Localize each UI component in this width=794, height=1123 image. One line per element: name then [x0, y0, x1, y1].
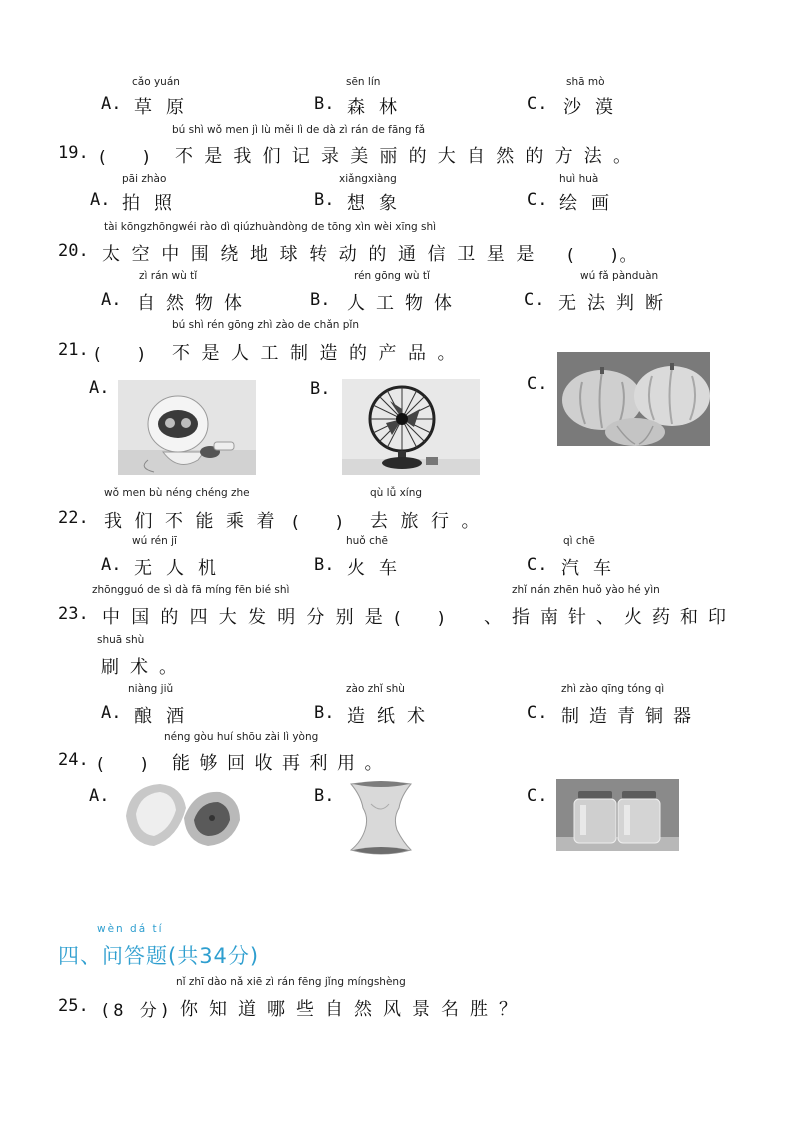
q19-option-c-pinyin: huì huà — [559, 173, 599, 185]
q18-option-c-text: 沙漠 — [563, 97, 627, 118]
section4-pinyin: wèn dá tí — [97, 923, 164, 935]
electric-fan-image[interactable] — [342, 379, 480, 475]
q22-text-before: 我们不能乘着 — [104, 511, 287, 532]
q18-option-c-pinyin: shā mò — [566, 76, 605, 88]
q24-answer-blank[interactable]: ( ) — [95, 755, 150, 775]
robot-toy-image[interactable] — [118, 380, 256, 475]
q18-option-b-letter[interactable]: B. — [314, 94, 335, 114]
q20-option-a-pinyin: zì rán wù tǐ — [139, 270, 198, 282]
glass-jars-image[interactable] — [556, 779, 679, 851]
q23-text-line2: 刷术。 — [101, 657, 188, 678]
q23-text-after: 、指南针、火药和印 — [484, 607, 736, 628]
q20-option-a-text: 自然物体 — [137, 293, 253, 314]
q19-option-b-letter[interactable]: B. — [314, 190, 335, 210]
q21-option-c-letter[interactable]: C. — [527, 374, 548, 394]
q23-option-b-letter[interactable]: B. — [314, 703, 335, 723]
q19-option-b-text: 想象 — [347, 193, 411, 214]
q24-text: 能够回收再利用。 — [172, 753, 392, 774]
q23-answer-blank[interactable]: ( ) — [392, 609, 447, 629]
q19-option-b-pinyin: xiǎngxiàng — [339, 173, 397, 185]
q25-number: 25. — [58, 996, 89, 1016]
q23-text-before: 中国的四大发明分别是 — [102, 607, 394, 628]
q18-option-a-text: 草原 — [134, 97, 198, 118]
q22-option-c-letter[interactable]: C. — [527, 555, 548, 575]
q24-option-c-letter[interactable]: C. — [527, 786, 548, 806]
q23-option-b-pinyin: zào zhǐ shù — [346, 683, 405, 695]
q22-option-a-letter[interactable]: A. — [101, 555, 122, 575]
q23-pinyin-left: zhōngguó de sì dà fā míng fēn bié shì — [92, 584, 290, 596]
q22-text-after: 去旅行。 — [370, 511, 492, 532]
q20-option-b-pinyin: rén gōng wù tǐ — [354, 270, 430, 282]
q19-option-a-pinyin: pāi zhào — [122, 173, 167, 185]
q23-option-a-pinyin: niàng jiǔ — [128, 683, 174, 695]
q19-option-a-text: 拍照 — [122, 193, 186, 214]
q18-option-c-letter[interactable]: C. — [527, 94, 548, 114]
q20-text: 太空中围绕地球转动的通信卫星是 — [102, 244, 546, 265]
q19-answer-blank[interactable]: ( ) — [97, 148, 152, 168]
q22-option-c-pinyin: qì chē — [563, 535, 595, 547]
q20-option-c-pinyin: wú fǎ pànduàn — [580, 270, 659, 282]
q22-option-b-text: 火车 — [347, 558, 411, 579]
q20-pinyin: tài kōngzhōngwéi rào dì qiúzhuàndòng de tōng xìn wèi xīng shì — [104, 221, 437, 233]
q22-option-a-text: 无人机 — [134, 558, 230, 579]
section4-title: 四、问答题(共34分) — [58, 944, 260, 968]
q22-answer-blank[interactable]: ( ) — [290, 513, 345, 533]
q20-answer-blank[interactable]: ( )。 — [565, 246, 637, 266]
q18-option-a-letter[interactable]: A. — [101, 94, 122, 114]
q23-option-c-pinyin: zhì zào qīng tóng qì — [561, 683, 665, 695]
q19-pinyin: bú shì wǒ men jì lù měi lì de dà zì rán de fāng fǎ — [172, 124, 426, 136]
q21-option-b-letter[interactable]: B. — [310, 379, 331, 399]
q25-text: 你知道哪些自然风景名胜？ — [180, 999, 528, 1020]
q21-option-a-letter[interactable]: A. — [89, 378, 110, 398]
q23-option-c-letter[interactable]: C. — [527, 703, 548, 723]
q24-option-a-letter[interactable]: A. — [89, 786, 110, 806]
q18-option-b-text: 森林 — [347, 97, 411, 118]
pumpkins-image[interactable] — [557, 352, 710, 446]
q23-option-c-text: 制造青铜器 — [561, 706, 701, 727]
q22-number: 22. — [58, 508, 89, 528]
q23-pinyin-right: zhǐ nán zhēn huǒ yào hé yìn — [512, 584, 660, 596]
q20-number: 20. — [58, 241, 89, 261]
q19-option-a-letter[interactable]: A. — [90, 190, 111, 210]
q23-number: 23. — [58, 604, 89, 624]
q23-option-a-text: 酿酒 — [134, 706, 198, 727]
q22-option-b-letter[interactable]: B. — [314, 555, 335, 575]
q22-option-a-pinyin: wú rén jī — [132, 535, 177, 547]
q23-option-b-text: 造纸术 — [347, 706, 437, 727]
q22-pinyin-right: qù lǚ xíng — [370, 487, 423, 499]
q23-pinyin-line2: shuā shù — [97, 634, 145, 646]
q25-score: (8 分) — [100, 1001, 173, 1021]
melon-peel-image[interactable] — [120, 778, 248, 852]
q18-option-a-pinyin: cǎo yuán — [132, 76, 180, 88]
q19-option-c-text: 绘画 — [559, 193, 623, 214]
q22-pinyin-left: wǒ men bù néng chéng zhe — [104, 487, 250, 499]
q19-text: 不是我们记录美丽的大自然的方法。 — [175, 146, 643, 167]
q21-text: 不是人工制造的产品。 — [172, 343, 467, 364]
q20-option-b-letter[interactable]: B. — [310, 290, 331, 310]
q24-option-b-letter[interactable]: B. — [314, 786, 335, 806]
q24-number: 24. — [58, 750, 89, 770]
q20-option-c-text: 无法判断 — [558, 293, 674, 314]
q23-option-a-letter[interactable]: A. — [101, 703, 122, 723]
q20-option-c-letter[interactable]: C. — [524, 290, 545, 310]
q20-option-a-letter[interactable]: A. — [101, 290, 122, 310]
apple-core-image[interactable] — [343, 778, 419, 858]
q21-pinyin: bú shì rén gōng zhì zào de chǎn pǐn — [172, 319, 360, 331]
q20-option-b-text: 人工物体 — [347, 293, 463, 314]
q19-option-c-letter[interactable]: C. — [527, 190, 548, 210]
q19-number: 19. — [58, 143, 89, 163]
q18-option-b-pinyin: sēn lín — [346, 76, 381, 88]
q22-option-b-pinyin: huǒ chē — [346, 535, 388, 547]
q21-number: 21. — [58, 340, 89, 360]
q22-option-c-text: 汽车 — [561, 558, 625, 579]
q24-pinyin: néng gòu huí shōu zài lì yòng — [164, 731, 319, 743]
q21-answer-blank[interactable]: ( ) — [92, 345, 147, 365]
q25-pinyin: nǐ zhī dào nǎ xiē zì rán fēng jǐng míngshèng — [176, 976, 406, 988]
